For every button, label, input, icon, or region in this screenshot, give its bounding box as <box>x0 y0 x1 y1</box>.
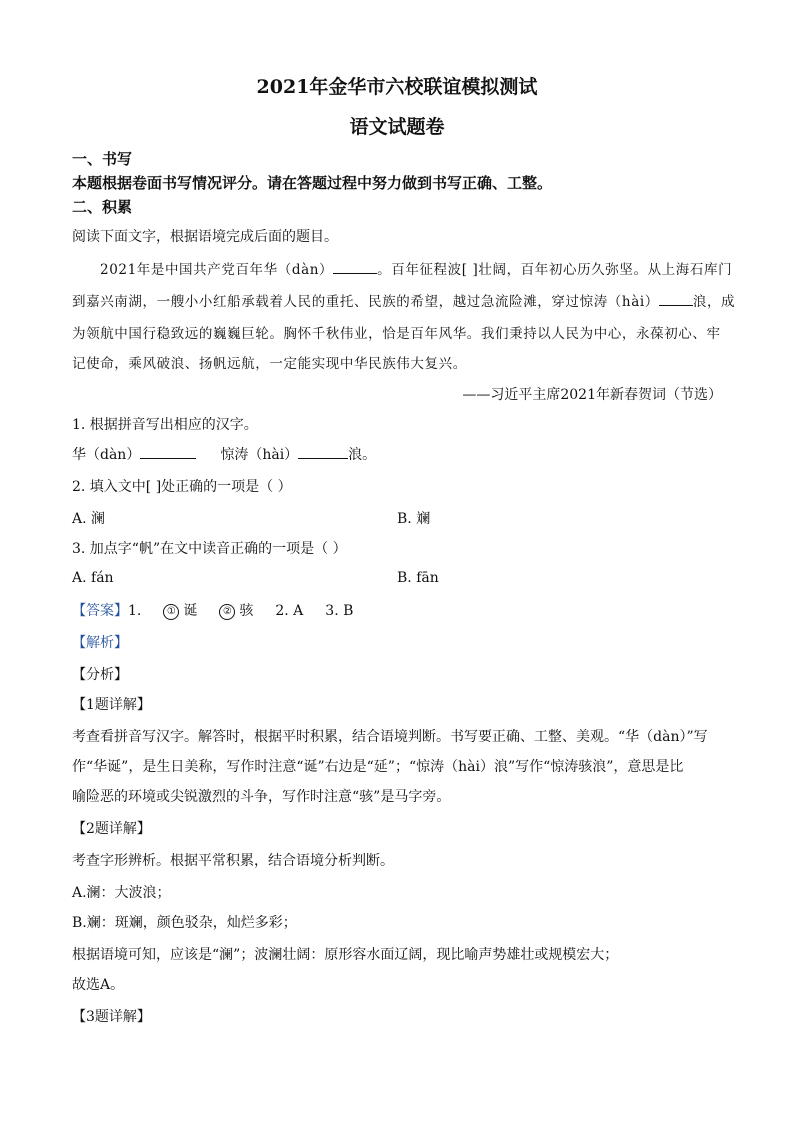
detail-2-line-3: B.斓：斑斓，颜色驳杂，灿烂多彩； <box>72 915 297 931</box>
circled-number: ② <box>219 604 235 620</box>
answer-q1-num: 1. <box>128 603 142 619</box>
question-1-blanks <box>72 444 376 464</box>
q3-option-b: B. fān <box>397 570 439 586</box>
section-intro: 阅读下面文字，根据语境完成后面的题目。 <box>72 229 338 245</box>
passage-line-1 <box>100 258 733 278</box>
answer-blank <box>140 444 196 459</box>
answer-blank <box>298 444 348 459</box>
page-subtitle: 语文试题卷 <box>349 116 445 138</box>
answer-line <box>72 600 353 620</box>
q1-item-a: 华（dàn） <box>72 447 141 463</box>
detail-2-line-5: 故选A。 <box>72 977 125 993</box>
page-title: 2021年金华市六校联谊模拟测试 <box>256 76 538 98</box>
q1-item-c: 浪。 <box>348 447 377 463</box>
circled-number: ① <box>163 604 179 620</box>
fill-blank <box>659 291 693 306</box>
q2-option-a: A. 澜 <box>72 511 106 527</box>
section-writing-desc: 本题根据卷面书写情况评分。请在答题过程中努力做到书写正确、工整。 <box>72 174 553 192</box>
detail-1-line-2: 作“华诞”，是生日美称，写作时注意“诞”右边是“延”；“惊涛（hài）浪”写作“惊涛骇浪”，意思是比 <box>72 759 684 775</box>
section-heading-accumulation: 二、积累 <box>72 198 133 216</box>
detail-2-line-1: 考查字形辨析。根据平常积累，结合语境分析判断。 <box>72 853 394 869</box>
answer-label: 【答案】 <box>72 603 128 619</box>
passage-source: ——习近平主席2021年新春贺词（节选） <box>462 387 722 403</box>
answer-1-2: 骇 <box>239 603 254 619</box>
passage-text: 2021年是中国共产党百年华（dàn） <box>100 262 334 278</box>
passage-line-3: 为领航中国行稳致远的巍巍巨轮。胸怀千秋伟业，恰是百年风华。我们秉持以人民为中心，永葆初心、牢 <box>72 326 721 342</box>
passage-line-2 <box>72 290 736 310</box>
question-3: 3. 加点字“帆”在文中读音正确的一项是（ ） <box>72 541 347 557</box>
q1-item-b: 惊涛（hài） <box>220 447 299 463</box>
detail-1-line-1: 考查看拼音写汉字。解答时，根据平时积累，结合语境判断。书写要正确、工整、美观。“华（dàn）”写 <box>72 729 708 745</box>
question-1: 1. 根据拼音写出相应的汉字。 <box>72 417 258 433</box>
detail-2-line-2: A.澜：大波浪； <box>72 885 171 901</box>
answer-q2: 2. A <box>275 603 304 619</box>
detail-1-label: 【1题详解】 <box>72 697 151 713</box>
section-heading-writing: 一、书写 <box>72 150 133 168</box>
question-2: 2. 填入文中[ ]处正确的一项是（ ） <box>72 479 292 495</box>
passage-text: 到嘉兴南湖，一艘小小红船承载着人民的重托、民族的希望，越过急流险滩，穿过惊涛（hài） <box>72 294 659 310</box>
passage-text: 。百年征程波[ ]壮阔，百年初心历久弥坚。从上海石库门 <box>377 262 733 278</box>
q3-option-a: A. fán <box>72 570 114 586</box>
analysis-label: 【解析】 <box>72 635 128 651</box>
fill-blank <box>333 259 377 274</box>
q2-option-b: B. 斓 <box>397 511 431 527</box>
answer-q3: 3. B <box>325 603 354 619</box>
detail-3-label: 【3题详解】 <box>72 1009 151 1025</box>
answer-1-1: 诞 <box>183 603 198 619</box>
passage-text: 浪，成 <box>692 294 736 310</box>
detail-1-line-3: 喻险恶的环境或尖锐激烈的斗争，写作时注意“骇”是马字旁。 <box>72 789 451 805</box>
passage-line-4: 记使命，乘风破浪、扬帆远航，一定能实现中华民族伟大复兴。 <box>72 356 467 372</box>
fenxi-label: 【分析】 <box>72 667 128 683</box>
detail-2-label: 【2题详解】 <box>72 821 151 837</box>
detail-2-line-4: 根据语境可知，应该是“澜”；波澜壮阔：原形容水面辽阔，现比喻声势雄壮或规模宏大； <box>72 947 619 963</box>
